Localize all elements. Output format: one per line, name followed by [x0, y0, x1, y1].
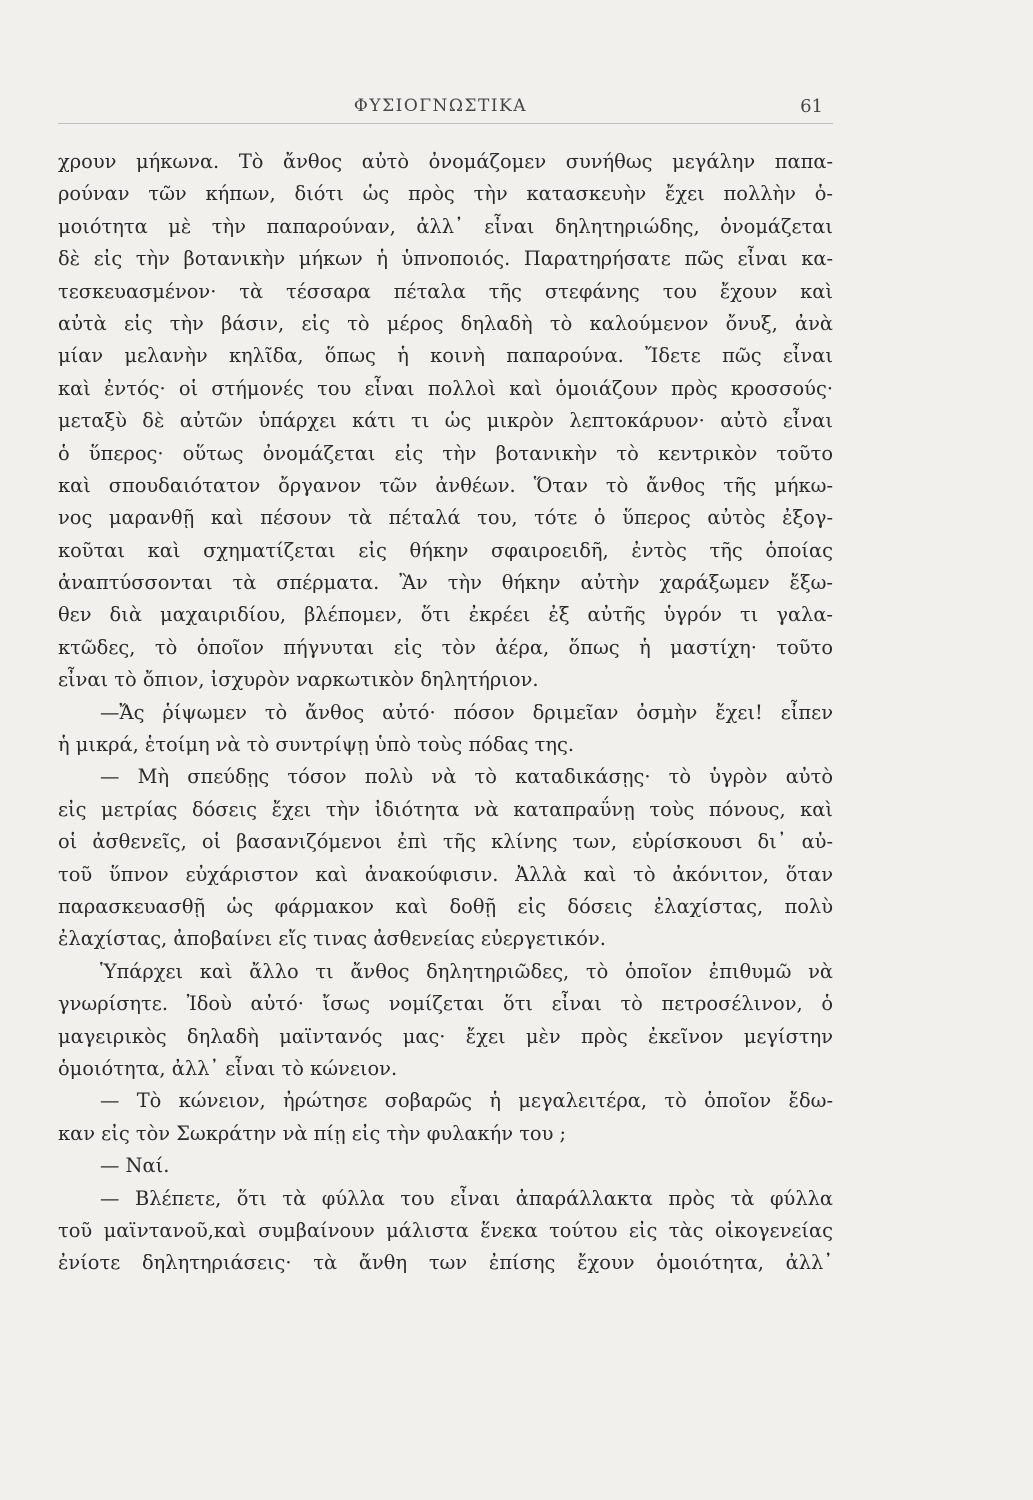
text-line: μαγειρικὸς δηλαδὴ μαϊντανός μας· ἔχει μὲν πρὸς ἐκεῖνον μεγίστην	[58, 1024, 833, 1048]
text-line: τεσκευασμένον· τὰ τέσσαρα πέταλα τῆς στεφάνης του ἔχουν καὶ	[58, 279, 833, 303]
text-line: ὁ ὕπερος· οὕτως ὀνομάζεται εἰς τὴν βοτανικὴν τὸ κεντρικὸν τοῦτο	[58, 441, 833, 465]
text-line: — Βλέπετε, ὅτι τὰ φύλλα του εἶναι ἀπαράλλακτα πρὸς τὰ φύλλα	[100, 1186, 833, 1210]
text-line: εἶναι τὸ ὄπιον, ἰσχυρὸν ναρκωτικὸν δηλητήριον.	[58, 668, 539, 692]
text-line: — Μὴ σπεύδῃς τόσον πολὺ νὰ τὸ καταδικάσῃς· τὸ ὑγρὸν αὐτὸ	[100, 765, 833, 789]
text-line: παρασκευασθῇ ὡς φάρμακον καὶ δοθῇ εἰς δόσεις ἐλαχίστας, πολὺ	[58, 894, 833, 918]
text-line: καὶ ἐντός· οἱ στήμονές του εἶναι πολλοὶ καὶ ὁμοιάζουν πρὸς κροσσούς·	[58, 376, 833, 400]
text-line: ρούναν τῶν κήπων, διότι ὡς πρὸς τὴν κατασκευὴν ἔχει πολλὴν ὁ-	[58, 182, 833, 206]
text-line: — Ναί.	[100, 1154, 170, 1178]
text-line: τοῦ μαϊντανοῦ,καὶ συμβαίνουν μάλιστα ἕνεκα τούτου εἰς τὰς οἰκογενείας	[58, 1218, 833, 1242]
text-line: —Ἄς ῥίψωμεν τὸ ἄνθος αὐτό· πόσον δριμεῖαν ὀσμὴν ἔχει! εἶπεν	[100, 700, 833, 724]
text-line: δὲ εἰς τὴν βοτανικὴν μήκων ἡ ὑπνοποιός. Παρατηρήσατε πῶς εἶναι κα-	[58, 247, 833, 271]
body-text	[58, 146, 833, 1280]
text-line: ἀναπτύσσονται τὰ σπέρματα. Ἂν τὴν θήκην αὐτὴν χαράξωμεν ἔξω-	[58, 571, 833, 595]
text-line: μεταξὺ δὲ αὐτῶν ὑπάρχει κάτι τι ὡς μικρὸν λεπτοκάρυον· αὐτὸ εἶναι	[58, 409, 833, 433]
text-line: κτῶδες, τὸ ὁποῖον πήγνυται εἰς τὸν ἀέρα, ὅπως ἡ μαστίχη· τοῦτο	[58, 635, 833, 659]
text-line: ὁμοιότητα, ἀλλ᾽ εἶναι τὸ κώνειον.	[58, 1056, 398, 1080]
text-line: κοῦται καὶ σχηματίζεται εἰς θήκην σφαιροειδῆ, ἐντὸς τῆς ὁποίας	[58, 538, 833, 562]
text-line: νος μαρανθῇ καὶ πέσουν τὰ πέταλά του, τότε ὁ ὕπερος αὐτὸς ἐξογ-	[58, 506, 833, 530]
text-line: ἐλαχίστας, ἀποβαίνει εἴς τινας ἀσθενείας εὐεργετικόν.	[58, 927, 606, 951]
page-header	[58, 96, 823, 126]
text-line: μίαν μελανὴν κηλῖδα, ὅπως ἡ κοινὴ παπαρούνα. Ἴδετε πῶς εἶναι	[58, 344, 833, 368]
text-line: μοιότητα μὲ τὴν παπαρούναν, ἀλλ᾽ εἶναι δηλητηριώδης, ὀνομάζεται	[58, 214, 833, 238]
text-line: γνωρίσητε. Ἰδοὺ αὐτό· ἴσως νομίζεται ὅτι εἶναι τὸ πετροσέλινον, ὁ	[58, 992, 833, 1016]
text-line: θεν διὰ μαχαιριδίου, βλέπομεν, ὅτι ἐκρέει ἐξ αὐτῆς ὑγρόν τι γαλα-	[58, 603, 833, 627]
text-line: τοῦ ὕπνον εὐχάριστον καὶ ἀνακούφισιν. Ἀλλὰ καὶ τὸ ἀκόνιτον, ὅταν	[58, 862, 833, 886]
text-line: καὶ σπουδαιότατον ὄργανον τῶν ἀνθέων. Ὅταν τὸ ἄνθος τῆς μήκω-	[58, 473, 833, 497]
text-line: χρουν μήκωνα. Τὸ ἄνθος αὐτὸ ὀνομάζομεν συνήθως μεγάλην παπα-	[58, 150, 833, 173]
text-line: ἐνίοτε δηλητηριάσεις· τὰ ἄνθη των ἐπίσης ἔχουν ὁμοιότητα, ἀλλ᾽	[58, 1251, 833, 1275]
text-line: αὐτὰ εἰς τὴν βάσιν, εἰς τὸ μέρος δηλαδὴ τὸ καλούμενον ὄνυξ, ἀνὰ	[58, 311, 833, 335]
text-line: Ὑπάρχει καὶ ἄλλο τι ἄνθος δηλητηριῶδες, τὸ ὁποῖον ἐπιθυμῶ νὰ	[100, 959, 833, 983]
running-title: ΦΥΣΙΟΓΝΩΣΤΙΚΑ	[353, 96, 528, 116]
header-rule	[58, 123, 833, 124]
text-line: οἱ ἀσθενεῖς, οἱ βασανιζόμενοι ἐπὶ τῆς κλίνης των, εὑρίσκουσι δι᾽ αὐ-	[58, 830, 833, 854]
text-line: ἡ μικρά, ἑτοίμη νὰ τὸ συντρίψῃ ὑπὸ τοὺς πόδας της.	[58, 733, 575, 757]
text-line: — Τὸ κώνειον, ἠρώτησε σοβαρῶς ἡ μεγαλειτέρα, τὸ ὁποῖον ἔδω-	[100, 1089, 833, 1113]
text-line: εἰς μετρίας δόσεις ἔχει τὴν ἰδιότητα νὰ καταπραΰνῃ τοὺς πόνους, καὶ	[58, 797, 833, 821]
page-number: 61	[800, 96, 823, 117]
text-line: καν εἰς τὸν Σωκράτην νὰ πίῃ εἰς τὴν φυλακήν του ;	[58, 1121, 567, 1145]
